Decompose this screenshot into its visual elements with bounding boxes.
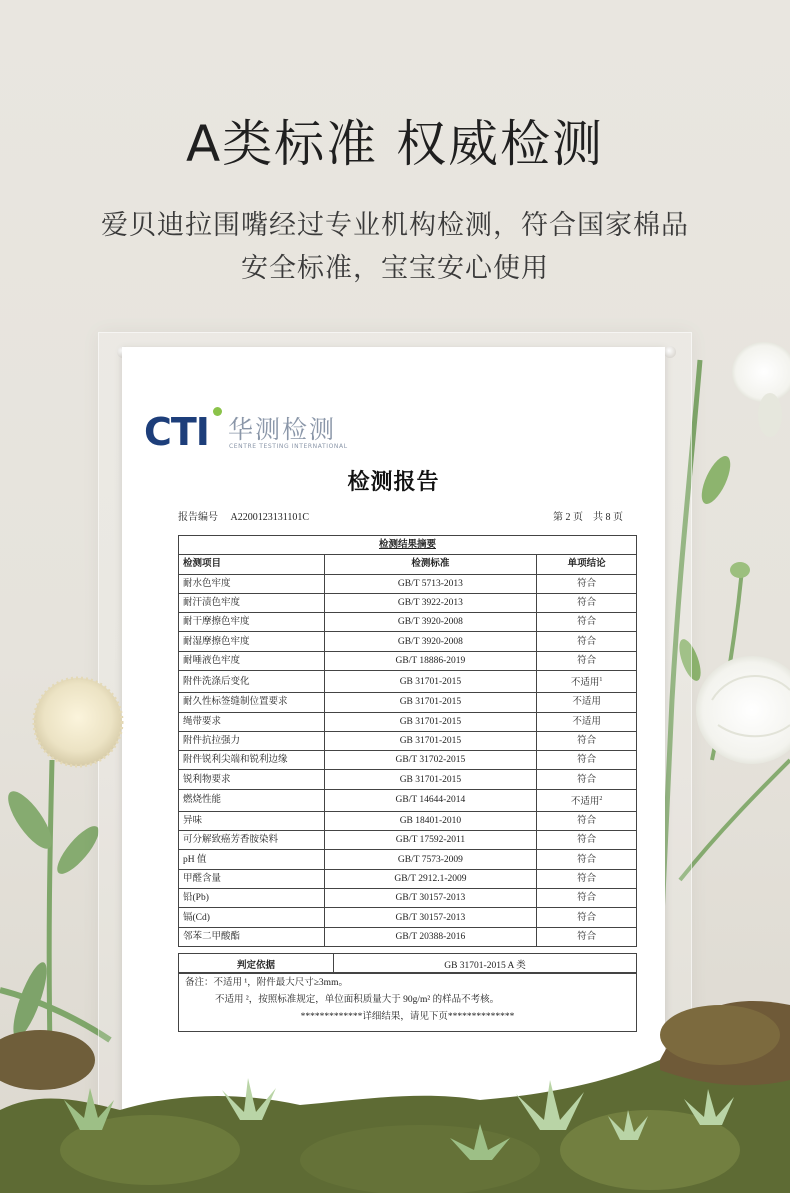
logo-english: CENTRE TESTING INTERNATIONAL [229, 443, 348, 450]
row-item: 耐汗渍色牢度 [179, 593, 325, 612]
note-2: 不适用 ²，按照标准规定，单位面积质量大于 90g/m² 的样品不考核。 [215, 995, 500, 1005]
row-result-text: 符合 [577, 854, 597, 865]
header-item: 检测项目 [179, 555, 325, 574]
row-item: 附件抗拉强力 [179, 731, 325, 750]
row-standard: GB/T 14644-2014 [324, 789, 537, 811]
row-result-text: 符合 [577, 931, 597, 942]
row-result-text: 符合 [577, 774, 597, 785]
page-info: 第 2 页 共 8 页 [553, 512, 623, 523]
row-item: 耐水色牢度 [179, 574, 325, 593]
basis-value: GB 31701-2015 A 类 [334, 954, 637, 974]
row-result-text: 不适用 [570, 678, 600, 689]
row-item: 耐湿摩擦色牢度 [179, 632, 325, 651]
row-result-text: 不适用 [572, 716, 601, 727]
row-result-text: 符合 [577, 578, 597, 589]
header-result: 单项结论 [537, 555, 637, 574]
row-item: 邻苯二甲酸酯 [179, 927, 325, 946]
row-standard: GB 31701-2015 [324, 693, 537, 712]
row-item: 附件洗涤后变化 [179, 671, 325, 693]
row-item: 异味 [179, 811, 325, 830]
row-standard: GB 31701-2015 [324, 731, 537, 750]
note-3: *************详细结果，请见下页************** [300, 1012, 515, 1022]
row-result-text: 不适用 [570, 796, 600, 807]
row-standard: GB/T 30157-2013 [324, 889, 537, 908]
row-result-text: 符合 [577, 912, 597, 923]
header-standard: 检测标准 [324, 555, 537, 574]
row-result-text: 符合 [577, 873, 597, 884]
row-result-footnote: 1 [599, 677, 603, 684]
report-title: 检测报告 [347, 469, 440, 494]
top-right-flower [732, 342, 790, 402]
ranunculus-flower [696, 656, 790, 764]
row-standard: GB/T 3922-2013 [324, 593, 537, 612]
row-standard: GB 31701-2015 [324, 770, 537, 789]
row-result-text: 不适用 [572, 697, 601, 708]
row-result-text: 符合 [577, 835, 597, 846]
row-result-text: 符合 [577, 617, 597, 628]
subtitle-line-2: 安全标准，宝宝安心使用 [241, 253, 549, 284]
subtitle-line-1: 爱贝迪拉围嘴经过专业机构检测，符合国家棉品 [101, 210, 689, 241]
row-standard: GB/T 5713-2013 [324, 574, 537, 593]
row-item: 耐唾液色牢度 [179, 651, 325, 670]
row-standard: GB/T 31702-2015 [324, 751, 537, 770]
row-result-text: 符合 [577, 735, 597, 746]
report-number-value: A2200123131101C [230, 512, 310, 523]
row-item: 耐久性标签缝制位置要求 [179, 693, 325, 712]
row-standard: GB/T 2912.1-2009 [324, 869, 537, 888]
row-result-text: 符合 [577, 755, 597, 766]
row-item: pH 值 [179, 850, 325, 869]
row-item: 镉(Cd) [179, 908, 325, 927]
row-standard: GB/T 3920-2008 [324, 632, 537, 651]
row-standard: GB/T 17592-2011 [324, 831, 537, 850]
row-standard: GB/T 20388-2016 [324, 927, 537, 946]
row-item: 甲醛含量 [179, 869, 325, 888]
row-standard: GB/T 3920-2008 [324, 613, 537, 632]
row-standard: GB 31701-2015 [324, 712, 537, 731]
row-item: 附件锐利尖端和锐利边缘 [179, 751, 325, 770]
row-standard: GB/T 18886-2019 [324, 651, 537, 670]
row-result-text: 符合 [577, 893, 597, 904]
row-standard: GB/T 7573-2009 [324, 850, 537, 869]
row-item: 耐干摩擦色牢度 [179, 613, 325, 632]
row-result-text: 符合 [577, 636, 597, 647]
note-1: 备注：不适用 ¹，附件最大尺寸≥3mm。 [185, 978, 348, 988]
row-standard: GB/T 30157-2013 [324, 908, 537, 927]
row-result-text: 符合 [577, 816, 597, 827]
report-number-label: 报告编号 [178, 512, 218, 523]
basis-label: 判定依据 [179, 954, 334, 974]
row-item: 燃烧性能 [179, 789, 325, 811]
logo-chinese: 华测检测 [228, 415, 337, 444]
row-item: 可分解致癌芳香胺染料 [179, 831, 325, 850]
row-item: 铅(Pb) [179, 889, 325, 908]
headline: A类标准 权威检测 [185, 115, 605, 173]
row-result-text: 符合 [577, 655, 597, 666]
row-item: 锐利物要求 [179, 770, 325, 789]
row-result-footnote: 2 [599, 795, 603, 802]
row-standard: GB 18401-2010 [324, 811, 537, 830]
row-result-text: 符合 [577, 598, 597, 609]
row-standard: GB 31701-2015 [324, 671, 537, 693]
row-item: 绳带要求 [179, 712, 325, 731]
summary-caption: 检测结果摘要 [179, 536, 637, 555]
logo-latin: CTI [144, 410, 209, 454]
